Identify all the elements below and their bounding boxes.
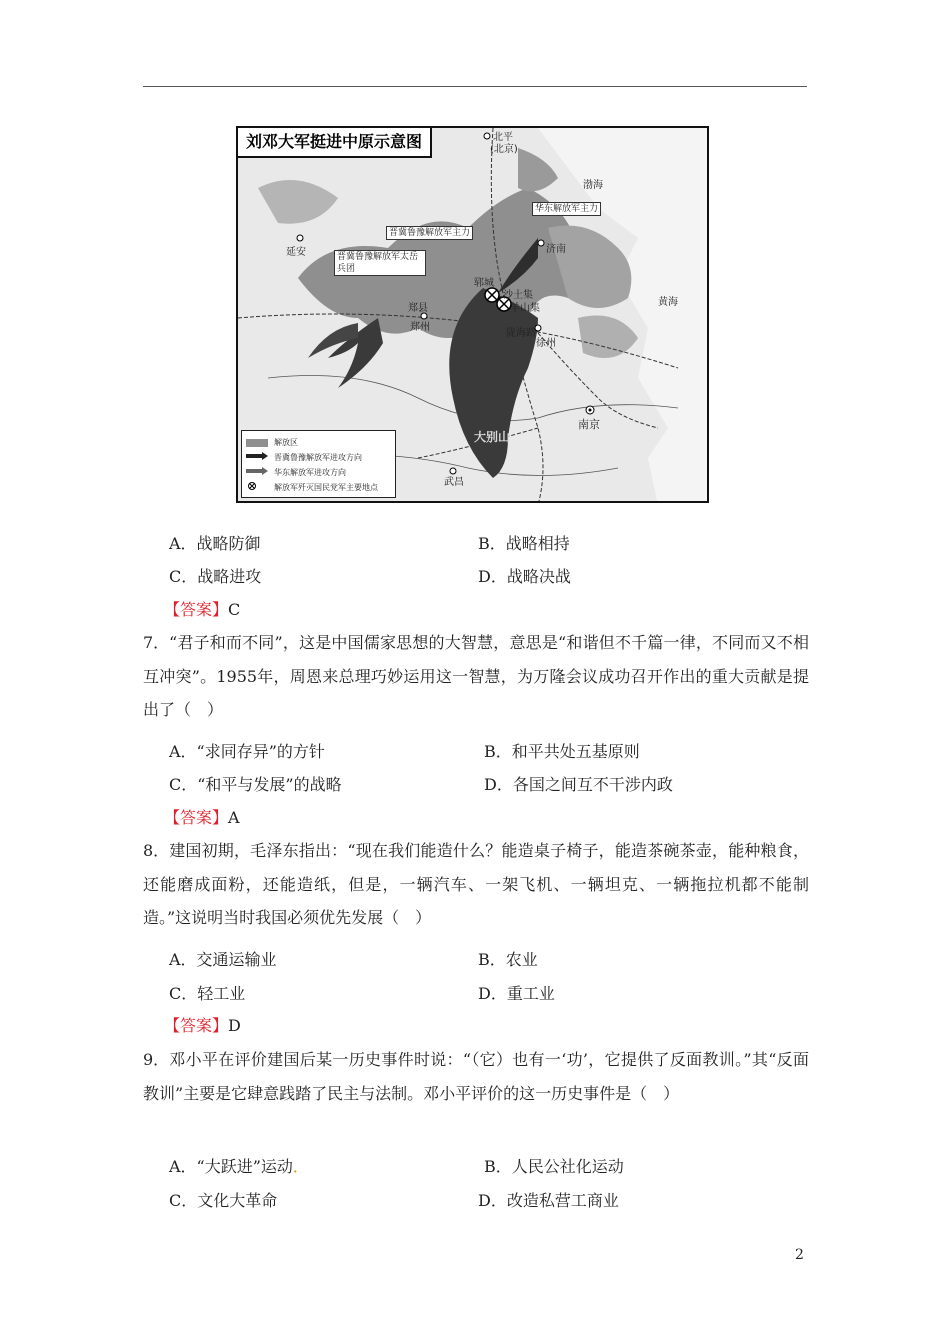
q9-option-b: B．人民公社化运动 — [484, 1157, 624, 1176]
q6-option-d: D．战略决战 — [478, 567, 571, 586]
map-title: 刘邓大军挺进中原示意图 — [238, 128, 432, 158]
q8-option-c: C．轻工业 — [169, 984, 246, 1003]
q9-option-a-text: A．“大跃进”运动 — [169, 1157, 293, 1176]
arrow-grey-icon — [246, 469, 268, 477]
map-figure — [236, 126, 709, 503]
answer-tag: 【答案】 — [164, 808, 229, 827]
liberated-area-swatch-icon — [246, 439, 268, 447]
q8-answer — [164, 1016, 241, 1036]
page-number: 2 — [795, 1247, 804, 1263]
label-yangshanji: 羊山集 — [510, 303, 540, 314]
map-legend — [241, 430, 396, 498]
q6-option-b: B．战略相持 — [478, 534, 570, 553]
q9-option-d: D．改造私营工商业 — [478, 1191, 619, 1210]
legend-label: 晋冀鲁豫解放军进攻方向 — [274, 453, 362, 462]
q8-stem — [143, 834, 809, 935]
legend-item-huadong — [246, 467, 346, 478]
q7-option-c: C．“和平与发展”的战略 — [169, 775, 342, 794]
answer-tag: 【答案】 — [164, 1016, 229, 1035]
answer-tag: 【答案】 — [164, 600, 229, 619]
q9-option-a-mark: ． — [292, 1157, 309, 1176]
q9-number: 9． — [143, 1050, 170, 1069]
label-xuzhou: 徐州 — [536, 338, 556, 349]
q8-option-a: A．交通运输业 — [169, 950, 277, 969]
header-rule — [143, 86, 807, 87]
q9-text: 邓小平在评价建国后某一历史事件时说：“（它）也有一‘功’，它提供了反面教训。”其“反面教训”主要是它肆意践踏了民主与法制。邓小平评价的这一历史事件是（ ） — [143, 1050, 809, 1103]
q8-option-d: D．重工业 — [478, 984, 555, 1003]
label-beiping: 北平 — [493, 132, 513, 143]
q6-answer — [164, 600, 240, 620]
q6-option-c: C．战略进攻 — [169, 567, 262, 586]
legend-label: 解放区 — [274, 438, 298, 447]
label-nanjing: 南京 — [578, 418, 600, 431]
legend-label: 解放军歼灭国民党军主要地点 — [274, 483, 378, 492]
label-zhengzhou: 郑州 — [410, 322, 430, 333]
q6-option-a: A．战略防御 — [169, 534, 261, 553]
label-shazhenji: 沙土集 — [503, 290, 533, 301]
label-zhengxian: 郑县 — [408, 303, 428, 314]
label-longhai: 陇海路 — [506, 328, 536, 339]
q8-number: 8． — [143, 841, 170, 860]
q7-option-b: B．和平共处五基原则 — [484, 742, 640, 761]
label-jinjiluyu-army: 晋冀鲁豫解放军主力 — [386, 226, 473, 240]
answer-value: D — [228, 1016, 241, 1035]
battle-site-icon — [246, 484, 268, 492]
legend-item-jinjiluyu — [246, 452, 362, 463]
q8-text: 建国初期，毛泽东指出：“现在我们能造什么？能造桌子椅子，能造茶碗茶壶，能种粮食，还能磨成面粉，还能造纸，但是，一辆汽车、一架飞机、一辆坦克、一辆拖拉机都不能制造。”这说明当时我国必须优先发展（ ） — [143, 841, 809, 927]
answer-value: C — [228, 600, 241, 619]
label-huadong-army: 华东解放军主力 — [532, 202, 601, 216]
legend-label: 华东解放军进攻方向 — [274, 468, 346, 477]
q7-option-a: A．“求同存异”的方针 — [169, 742, 325, 761]
label-yanan: 延安 — [286, 247, 306, 258]
q7-number: 7． — [143, 633, 170, 652]
q9-option-c: C．文化大革命 — [169, 1191, 278, 1210]
q7-option-d: D．各国之间互不干涉内政 — [484, 775, 673, 794]
label-wuchang: 武昌 — [444, 477, 464, 488]
legend-item-liberated — [246, 437, 298, 448]
arrow-dark-icon — [246, 454, 268, 462]
q7-stem — [143, 626, 809, 727]
label-yuncheng: 郓城 — [474, 278, 494, 289]
q9-stem — [143, 1043, 809, 1110]
label-dabieshan: 大别山 — [474, 430, 511, 444]
q9-option-a — [169, 1157, 309, 1177]
q8-option-b: B．农业 — [478, 950, 538, 969]
q7-answer — [164, 808, 240, 828]
q7-text: “君子和而不同”，这是中国儒家思想的大智慧，意思是“和谐但不千篇一律，不同而又不相互冲突”。1955年，周恩来总理巧妙运用这一智慧，为万隆会议成功召开作出的重大贡献是提出了（ ） — [143, 633, 809, 719]
legend-item-battle — [246, 482, 378, 493]
label-bohai: 渤海 — [583, 180, 603, 191]
label-taiyue-army: 晋冀鲁豫解放军太岳兵团 — [334, 250, 426, 276]
label-huanghai: 黄海 — [658, 297, 678, 308]
answer-value: A — [228, 808, 240, 827]
label-beijing: (北京) — [490, 144, 518, 155]
label-jinan: 济南 — [546, 244, 566, 255]
